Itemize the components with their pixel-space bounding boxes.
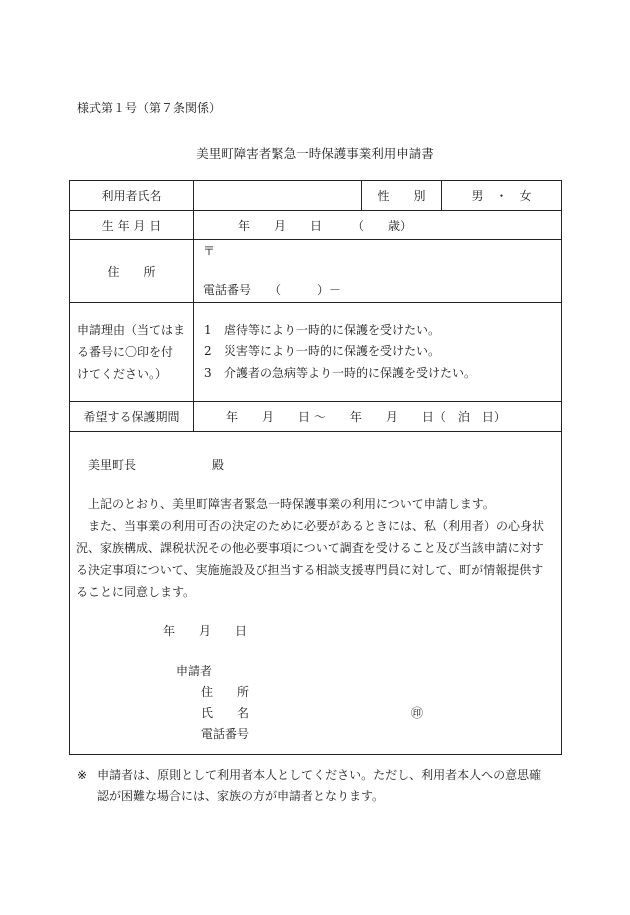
- form-number: 様式第１号（第７条関係）: [77, 101, 222, 115]
- notice-mark: ※: [77, 768, 88, 782]
- reason-label-line: けてください。）: [77, 367, 168, 381]
- birthdate-field[interactable]: [194, 211, 562, 240]
- reason-option-2[interactable]: 2 災害等により一時的に保護を受けたい。: [204, 344, 441, 359]
- address-field[interactable]: [194, 240, 562, 303]
- addressee: 美里町長: [88, 458, 137, 472]
- period-value: 年 月 日 ～ 年 月 日（ 泊 日）: [226, 410, 506, 424]
- user-name-label: 利用者氏名: [70, 181, 194, 211]
- period-label: 希望する保護期間: [70, 402, 194, 432]
- birthdate-value: 年 月 日 （ 歳）: [238, 218, 413, 233]
- reason-option-1[interactable]: 1 虐待等により一時的に保護を受けたい。: [204, 322, 441, 337]
- application-date[interactable]: 年 月 日: [163, 624, 248, 638]
- birthdate-label: 生 年 月 日: [70, 211, 194, 240]
- declaration-para1: 上記のとおり、美里町障害者緊急一時保護事業の利用について申請します。: [88, 497, 495, 511]
- user-name-field[interactable]: [194, 181, 362, 211]
- address-label: 住 所: [70, 240, 194, 303]
- postal-mark: 〒: [203, 244, 216, 258]
- reason-option-3[interactable]: 3 介護者の急病等より一時的に保護を受けたい。: [204, 365, 477, 380]
- row-user-name: [70, 181, 562, 211]
- applicant-phone-label: 電話番号: [201, 727, 250, 741]
- declaration-para2-line: る決定事項について、実施施設及び担当する相談支援専門員に対して、町が情報提供す: [76, 563, 544, 577]
- applicant-name-label: 氏 名: [201, 706, 250, 720]
- row-birthdate: [70, 211, 562, 240]
- reason-label-line: 申請理由（当てはま: [77, 323, 186, 337]
- notice-line-1: ※ 申請者は、原則として利用者本人としてください。ただし、利用者本人への意思確: [77, 768, 542, 782]
- applicant-label: 申請者: [176, 664, 213, 678]
- honorific: 殿: [212, 458, 225, 472]
- row-period: [70, 402, 562, 432]
- declaration-cell: [70, 432, 562, 755]
- sex-label: 性 別: [362, 181, 442, 211]
- applicant-address-label: 住 所: [201, 685, 250, 699]
- row-declaration: [70, 432, 562, 755]
- reason-label: [70, 303, 194, 402]
- row-address: [70, 240, 562, 303]
- reason-options: [194, 303, 562, 402]
- notice-line-2: 認が困難な場合には、家族の方が申請者となります。: [97, 789, 385, 803]
- seal-mark: ㊞: [411, 706, 424, 720]
- address-phone: 電話番号 （ ）－: [203, 283, 342, 297]
- form-title: 美里町障害者緊急一時保護事業利用申請書: [196, 146, 434, 161]
- declaration-para2-line: ることに同意します。: [76, 585, 196, 599]
- period-field[interactable]: [194, 402, 562, 432]
- sex-options[interactable]: 男 ・ 女: [442, 181, 562, 211]
- declaration-para2-line: 況、家族構成、課税状況その他必要事項について調査を受けること及び当該申請に対す: [76, 541, 544, 555]
- row-reason: [70, 303, 562, 402]
- declaration-para2-line: また、当事業の利用可否の決定のために必要があるときには、私（利用者）の心身状: [88, 519, 545, 533]
- application-table: [69, 180, 562, 755]
- notice: [77, 765, 597, 807]
- reason-label-line: る番号に〇印を付: [77, 345, 174, 359]
